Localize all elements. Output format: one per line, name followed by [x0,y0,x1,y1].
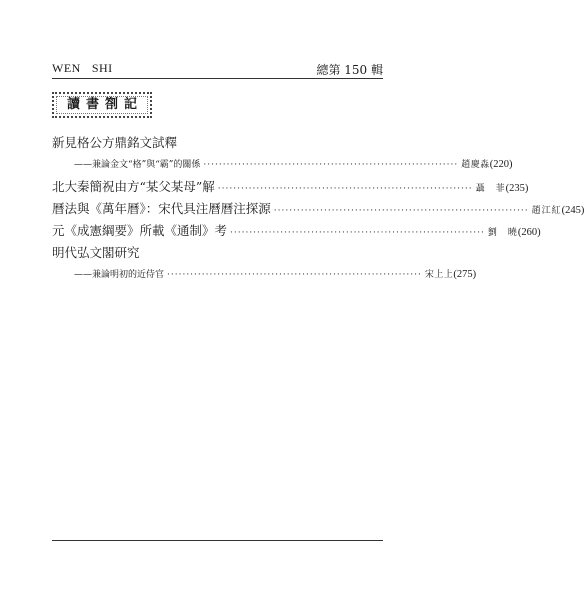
toc-entry-author: 宋上上 [424,270,454,280]
running-header [52,61,383,77]
toc-entry-1-subtitle [52,154,513,176]
toc-entry-author: 聶 菲 [475,184,506,194]
toc-entry-3 [52,198,584,220]
toc-entry-title: 元《成憲綱要》所載《通制》考 [52,223,228,238]
header-rule [52,78,383,79]
section-title: 讀書劄記 [66,97,143,112]
toc-entry-5-subtitle [52,264,477,286]
toc-entry-title: 曆法與《萬年曆》：宋代具注曆曆注探源 [52,201,271,216]
toc-entry-2 [52,176,529,198]
toc-entry-author: 趙江紅 [531,206,562,216]
leader-dots: ·································································· [217,184,473,194]
leader-dots: ·································································· [273,206,529,216]
toc-entry-page: (245) [561,205,584,216]
toc-entry-subtitle: ——兼論明初的近侍官 [74,270,165,280]
journal-name [52,61,113,76]
toc-entry-page: (260) [517,227,541,238]
toc-entry-page: (220) [489,159,513,170]
toc-entry-page: (275) [453,269,477,280]
toc-entry-5-title [52,242,383,264]
toc-entry-title: 明代弘文閣研究 [52,245,140,260]
toc-entry-4 [52,220,541,242]
journal-name-part-1: WEN [52,61,81,75]
toc-entry-title: 北大秦簡祝由方“某父某母”解 [52,179,215,194]
leader-dots: ·································································· [230,228,485,238]
toc-entry-1-title [52,132,383,154]
issue-number: 總第 150 輯 [316,63,383,77]
leader-dots: ·································································· [203,160,459,170]
table-of-contents [52,132,584,286]
section-heading-box [52,92,152,118]
footer-rule [52,540,383,541]
journal-name-part-2: SHI [91,61,113,75]
toc-entry-title: 新見格公方鼎銘文試釋 [52,135,178,150]
toc-entry-author: 趙慶淼 [461,160,490,170]
toc-entry-subtitle: ——兼論金文“格”與“霸”的關係 [74,160,201,170]
toc-entry-page: (235) [505,183,529,194]
toc-entry-author: 劉 曉 [487,228,518,238]
leader-dots: ·································································· [167,270,422,280]
